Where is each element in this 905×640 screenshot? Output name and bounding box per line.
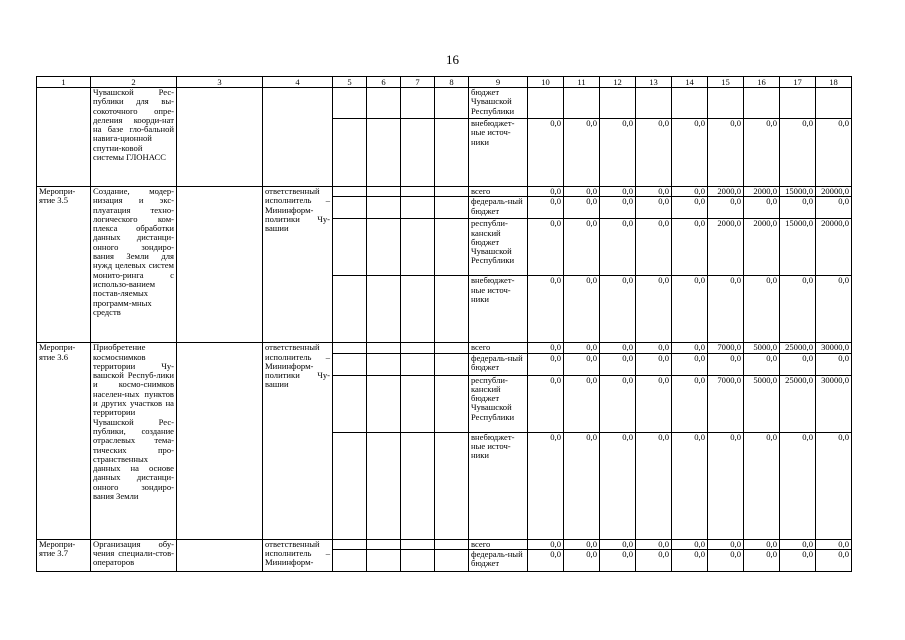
empty-cell [401,375,435,432]
measure-name: Чувашской Рес-публики для вы-сокоточного опре-деления коорди-нат на базе гло-бальной навига-ционной спутни-ковой системы ГЛОНАСС [91,88,177,187]
empty-cell [367,375,401,432]
year-value: 0,0 [672,119,708,187]
year-value: 0,0 [564,353,600,375]
empty-cell [401,219,435,276]
year-value: 0,0 [600,187,636,197]
year-value: 0,0 [744,432,780,539]
empty-cell [367,353,401,375]
year-value: 0,0 [564,119,600,187]
year-value: 2000,0 [744,187,780,197]
column-number: 3 [177,77,263,88]
year-value: 0,0 [636,119,672,187]
measure-code: Меропри-ятие 3.5 [37,187,91,343]
year-value: 0,0 [600,119,636,187]
year-value [708,88,744,119]
empty-cell [435,219,469,276]
year-value: 30000,0 [816,375,852,432]
empty-cell [333,187,367,197]
measure-code [37,88,91,187]
page-number: 16 [446,52,459,67]
empty-cell [435,353,469,375]
funding-source: федераль-ный бюджет [469,197,528,219]
empty-cell [333,375,367,432]
year-value: 0,0 [708,197,744,219]
year-value: 0,0 [636,276,672,343]
year-value: 0,0 [672,539,708,549]
year-value: 15000,0 [780,187,816,197]
empty-cell [435,539,469,549]
year-value: 25000,0 [780,375,816,432]
empty-cell [177,88,263,187]
year-value: 0,0 [780,549,816,571]
year-value: 0,0 [780,197,816,219]
column-number: 17 [780,77,816,88]
year-value: 0,0 [672,276,708,343]
budget-table [36,76,852,572]
year-value: 0,0 [564,549,600,571]
year-value: 25000,0 [780,343,816,353]
year-value: 0,0 [564,219,600,276]
year-value: 0,0 [636,187,672,197]
year-value: 0,0 [636,549,672,571]
year-value: 5000,0 [744,375,780,432]
executor [263,88,333,187]
year-value: 0,0 [744,353,780,375]
year-value: 0,0 [636,432,672,539]
empty-cell [401,353,435,375]
empty-cell [435,197,469,219]
empty-cell [435,276,469,343]
year-value: 15000,0 [780,219,816,276]
year-value: 0,0 [636,353,672,375]
empty-cell [435,119,469,187]
year-value [600,88,636,119]
year-value: 0,0 [600,197,636,219]
empty-cell [401,88,435,119]
year-value: 0,0 [600,432,636,539]
year-value: 0,0 [528,197,564,219]
empty-cell [333,219,367,276]
empty-cell [177,187,263,343]
year-value: 0,0 [600,276,636,343]
funding-source: федераль-ный бюджет [469,353,528,375]
year-value: 0,0 [672,432,708,539]
year-value: 0,0 [672,187,708,197]
year-value: 0,0 [672,197,708,219]
column-number-row [37,77,852,88]
year-value: 0,0 [528,343,564,353]
table-row [37,187,852,197]
year-value: 0,0 [600,375,636,432]
year-value: 0,0 [636,375,672,432]
column-number: 13 [636,77,672,88]
funding-source: бюджет Чувашской Республики [469,88,528,119]
empty-cell [367,197,401,219]
column-number: 2 [91,77,177,88]
year-value [672,88,708,119]
column-number: 16 [744,77,780,88]
year-value: 0,0 [528,187,564,197]
empty-cell [333,276,367,343]
column-number: 1 [37,77,91,88]
year-value: 0,0 [528,219,564,276]
column-number: 11 [564,77,600,88]
year-value: 0,0 [708,353,744,375]
year-value: 0,0 [636,219,672,276]
year-value: 5000,0 [744,343,780,353]
empty-cell [401,539,435,549]
year-value: 0,0 [672,375,708,432]
year-value: 0,0 [780,353,816,375]
year-value: 0,0 [528,432,564,539]
funding-source: республи-канский бюджет Чувашской Республики [469,219,528,276]
year-value: 0,0 [816,119,852,187]
column-number: 8 [435,77,469,88]
column-number: 15 [708,77,744,88]
empty-cell [367,119,401,187]
year-value: 0,0 [780,119,816,187]
empty-cell [435,88,469,119]
year-value: 0,0 [816,197,852,219]
empty-cell [367,343,401,353]
executor: ответственный исполнитель – Мининформ-политики Чу-вашии [263,343,333,539]
year-value: 0,0 [636,539,672,549]
executor: ответственный исполнитель – Мининформ-политики Чу-вашии [263,187,333,343]
year-value: 0,0 [780,276,816,343]
year-value: 0,0 [564,375,600,432]
year-value: 0,0 [528,539,564,549]
empty-cell [401,549,435,571]
year-value [780,88,816,119]
empty-cell [333,353,367,375]
year-value: 0,0 [564,432,600,539]
funding-source: внебюджет-ные источ-ники [469,119,528,187]
year-value: 0,0 [672,549,708,571]
year-value: 2000,0 [708,187,744,197]
empty-cell [435,187,469,197]
empty-cell [367,432,401,539]
empty-cell [367,539,401,549]
year-value: 0,0 [600,549,636,571]
table-row [37,88,852,119]
year-value: 7000,0 [708,375,744,432]
year-value: 0,0 [564,276,600,343]
measure-name: Приобретение космоснимков территории Чу-вашской Респуб-лики и космо-снимков населен-ных пунктов и других участков на территории Чувашской Рес-публики, создание отраслевых тема-тических про-странственных данных на основе данных дистанци-онного зондиро-вания Земли [91,343,177,539]
year-value: 0,0 [708,539,744,549]
empty-cell [435,375,469,432]
measure-code: Меропри-ятие 3.6 [37,343,91,539]
year-value: 0,0 [816,353,852,375]
year-value: 0,0 [528,375,564,432]
funding-source: всего [469,539,528,549]
year-value: 20000,0 [816,219,852,276]
year-value: 0,0 [780,539,816,549]
year-value: 0,0 [564,187,600,197]
year-value: 0,0 [816,432,852,539]
year-value: 0,0 [708,549,744,571]
year-value [564,88,600,119]
table-row [37,539,852,549]
year-value: 0,0 [600,219,636,276]
empty-cell [367,549,401,571]
year-value: 30000,0 [816,343,852,353]
column-number: 7 [401,77,435,88]
year-value [744,88,780,119]
funding-source: всего [469,187,528,197]
year-value: 0,0 [744,276,780,343]
empty-cell [333,539,367,549]
year-value: 20000,0 [816,187,852,197]
empty-cell [435,432,469,539]
empty-cell [401,197,435,219]
empty-cell [401,276,435,343]
empty-cell [435,549,469,571]
empty-cell [333,432,367,539]
empty-cell [177,343,263,539]
year-value: 0,0 [708,432,744,539]
year-value: 0,0 [528,119,564,187]
empty-cell [333,343,367,353]
funding-source: республи-канский бюджет Чувашской Республики [469,375,528,432]
year-value: 0,0 [528,353,564,375]
year-value: 0,0 [564,197,600,219]
empty-cell [367,88,401,119]
year-value: 0,0 [744,549,780,571]
column-number: 5 [333,77,367,88]
column-number: 12 [600,77,636,88]
year-value: 2000,0 [708,219,744,276]
year-value: 0,0 [744,539,780,549]
empty-cell [333,549,367,571]
year-value: 7000,0 [708,343,744,353]
year-value [816,88,852,119]
column-number: 14 [672,77,708,88]
year-value: 0,0 [708,119,744,187]
empty-cell [333,197,367,219]
year-value: 0,0 [600,539,636,549]
measure-name: Организация обу-чения специали-стов-операторов [91,539,177,571]
empty-cell [401,343,435,353]
year-value [528,88,564,119]
funding-source: всего [469,343,528,353]
year-value: 0,0 [600,343,636,353]
measure-name: Создание, модер-низация и экс-плуатация техно-логического ком-плекса обработки данных дистанци-онного зондиро-вания Земли для нужд целевых систем монито-ринга с использо-ванием постав-ляемых программ-мных средств [91,187,177,343]
year-value: 0,0 [636,197,672,219]
year-value: 0,0 [528,549,564,571]
year-value: 0,0 [636,343,672,353]
year-value: 0,0 [672,343,708,353]
executor: ответственный исполнитель – Мининформ- [263,539,333,571]
year-value: 0,0 [672,219,708,276]
year-value: 0,0 [744,197,780,219]
year-value: 0,0 [708,276,744,343]
funding-source: федераль-ный бюджет [469,549,528,571]
empty-cell [367,219,401,276]
year-value: 0,0 [528,276,564,343]
empty-cell [333,88,367,119]
year-value: 0,0 [672,353,708,375]
year-value: 0,0 [780,432,816,539]
funding-source: внебюджет-ные источ-ники [469,432,528,539]
year-value: 0,0 [816,549,852,571]
year-value: 0,0 [600,353,636,375]
measure-code: Меропри-ятие 3.7 [37,539,91,571]
column-number: 6 [367,77,401,88]
empty-cell [177,539,263,571]
year-value: 0,0 [564,539,600,549]
empty-cell [367,187,401,197]
table-row [37,343,852,353]
empty-cell [333,119,367,187]
empty-cell [401,119,435,187]
year-value: 0,0 [564,343,600,353]
year-value: 0,0 [816,539,852,549]
funding-source: внебюджет-ные источ-ники [469,276,528,343]
empty-cell [367,276,401,343]
empty-cell [401,187,435,197]
column-number: 10 [528,77,564,88]
year-value [636,88,672,119]
empty-cell [401,432,435,539]
year-value: 2000,0 [744,219,780,276]
column-number: 18 [816,77,852,88]
column-number: 4 [263,77,333,88]
year-value: 0,0 [744,119,780,187]
column-number: 9 [469,77,528,88]
year-value: 0,0 [816,276,852,343]
empty-cell [435,343,469,353]
